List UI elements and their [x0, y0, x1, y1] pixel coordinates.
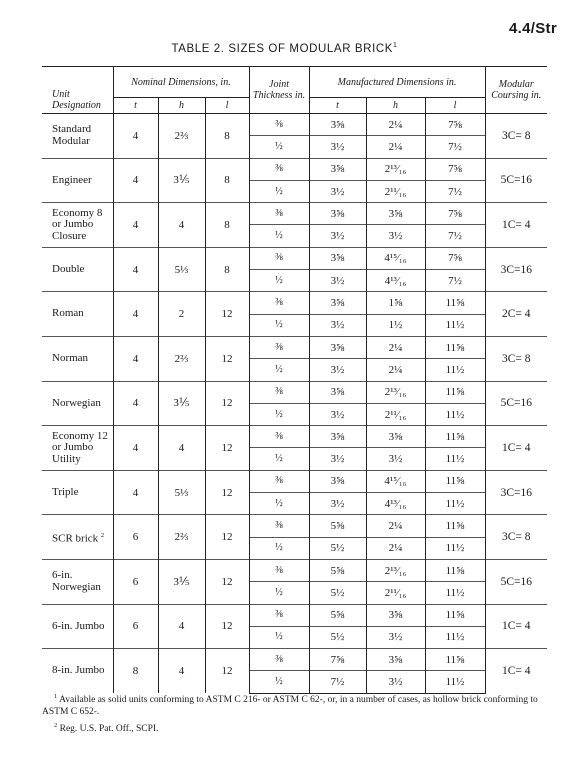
unit-designation — [42, 247, 113, 292]
modular-coursing: 5C=16 — [485, 381, 547, 426]
joint-thickness: ½ — [249, 403, 309, 425]
nominal-h: 2⅔ — [158, 336, 205, 381]
header-nominal-t: t — [113, 98, 158, 114]
section-number: 4.4/Str — [509, 20, 557, 37]
nominal-h: 3⅕ — [158, 158, 205, 203]
nominal-h: 4 — [158, 649, 205, 694]
unit-name: Standard Modular — [52, 123, 92, 147]
manufactured-h: 2¹³⁄₁₆ — [366, 158, 425, 180]
modular-coursing: 3C=16 — [485, 470, 547, 515]
nominal-l: 12 — [205, 559, 249, 604]
manufactured-t: 7⅝ — [309, 649, 366, 671]
unit-designation — [42, 336, 113, 381]
unit-name: 8-in. Jumbo — [52, 664, 105, 677]
manufactured-l: 7½ — [425, 136, 485, 158]
nominal-t: 4 — [113, 203, 158, 248]
joint-thickness: ⅜ — [249, 559, 309, 581]
manufactured-l: 11½ — [425, 537, 485, 559]
manufactured-l: 11½ — [425, 626, 485, 648]
nominal-t: 4 — [113, 336, 158, 381]
nominal-t: 6 — [113, 604, 158, 649]
joint-thickness: ⅜ — [249, 604, 309, 626]
joint-thickness: ⅜ — [249, 114, 309, 136]
manufactured-l: 7½ — [425, 225, 485, 247]
manufactured-t: 3⅝ — [309, 247, 366, 269]
unit-name: Norwegian — [52, 396, 101, 409]
manufactured-h: 2¼ — [366, 114, 425, 136]
manufactured-l: 11⅝ — [425, 426, 485, 448]
unit-designation — [42, 604, 113, 649]
manufactured-t: 3⅝ — [309, 470, 366, 492]
joint-thickness: ½ — [249, 270, 309, 292]
nominal-h: 2 — [158, 292, 205, 337]
manufactured-l: 11½ — [425, 448, 485, 470]
nominal-h: 5⅓ — [158, 247, 205, 292]
header-mfg-l: l — [425, 98, 485, 114]
manufactured-l: 7⅝ — [425, 114, 485, 136]
nominal-h: 3⅕ — [158, 559, 205, 604]
manufactured-l: 7⅝ — [425, 158, 485, 180]
manufactured-h: 3⅝ — [366, 426, 425, 448]
footnote-mark: 2 — [54, 722, 58, 730]
nominal-l: 8 — [205, 114, 249, 159]
table-row — [42, 604, 547, 626]
manufactured-l: 7⅝ — [425, 247, 485, 269]
unit-designation — [42, 158, 113, 203]
nominal-t: 4 — [113, 470, 158, 515]
nominal-t: 4 — [113, 426, 158, 471]
manufactured-h: 2¼ — [366, 359, 425, 381]
joint-thickness: ½ — [249, 582, 309, 604]
manufactured-t: 5⅝ — [309, 559, 366, 581]
joint-thickness: ⅜ — [249, 426, 309, 448]
unit-designation — [42, 559, 113, 604]
brick-sizes-table — [42, 66, 547, 694]
joint-thickness: ½ — [249, 225, 309, 247]
unit-name: SCR brick — [52, 532, 99, 545]
nominal-t: 4 — [113, 247, 158, 292]
manufactured-t: 3⅝ — [309, 292, 366, 314]
joint-thickness: ½ — [249, 359, 309, 381]
nominal-t: 4 — [113, 292, 158, 337]
joint-thickness: ⅜ — [249, 203, 309, 225]
nominal-l: 12 — [205, 426, 249, 471]
manufactured-t: 3½ — [309, 136, 366, 158]
unit-designation — [42, 292, 113, 337]
manufactured-t: 3⅝ — [309, 381, 366, 403]
unit-name: Triple — [52, 485, 79, 498]
manufactured-h: 2¹³⁄₁₆ — [366, 559, 425, 581]
joint-thickness: ⅜ — [249, 336, 309, 358]
manufactured-l: 11½ — [425, 582, 485, 604]
unit-designation — [42, 649, 113, 694]
unit-name: Economy 8 or Jumbo Closure — [52, 206, 103, 242]
unit-footnote-mark: 2 — [100, 531, 105, 539]
unit-designation — [42, 470, 113, 515]
unit-designation — [42, 426, 113, 471]
modular-coursing: 1C= 4 — [485, 604, 547, 649]
modular-coursing: 3C=16 — [485, 247, 547, 292]
header-nominal-l: l — [205, 98, 249, 114]
manufactured-h: 2¹¹⁄₁₆ — [366, 180, 425, 202]
manufactured-h: 4¹³⁄₁₆ — [366, 493, 425, 515]
manufactured-h: 3⅝ — [366, 649, 425, 671]
footnotes — [42, 691, 547, 737]
joint-thickness: ⅜ — [249, 158, 309, 180]
manufactured-t: 3½ — [309, 403, 366, 425]
modular-coursing: 1C= 4 — [485, 426, 547, 471]
manufactured-h: 2¼ — [366, 336, 425, 358]
joint-thickness: ½ — [249, 493, 309, 515]
modular-coursing: 5C=16 — [485, 559, 547, 604]
table-row — [42, 247, 547, 269]
manufactured-l: 11½ — [425, 671, 485, 693]
manufactured-t: 7½ — [309, 671, 366, 693]
unit-name: Economy 12 or Jumbo Utility — [52, 429, 108, 465]
nominal-l: 12 — [205, 515, 249, 560]
modular-coursing: 3C= 8 — [485, 336, 547, 381]
header-nominal-dimensions: Nominal Dimensions, in. — [113, 67, 249, 98]
unit-name: 6-in. Norwegian — [52, 569, 101, 593]
manufactured-t: 3½ — [309, 270, 366, 292]
manufactured-t: 3½ — [309, 359, 366, 381]
manufactured-h: 3⅝ — [366, 203, 425, 225]
joint-thickness: ½ — [249, 448, 309, 470]
manufactured-h: 2¹¹⁄₁₆ — [366, 403, 425, 425]
header-unit-designation: Unit Designation — [52, 89, 101, 111]
nominal-l: 8 — [205, 203, 249, 248]
nominal-l: 12 — [205, 470, 249, 515]
nominal-t: 4 — [113, 158, 158, 203]
manufactured-t: 5⅝ — [309, 515, 366, 537]
manufactured-h: 2¼ — [366, 537, 425, 559]
table-row — [42, 559, 547, 581]
manufactured-t: 3⅝ — [309, 158, 366, 180]
joint-thickness: ½ — [249, 671, 309, 693]
manufactured-l: 11⅝ — [425, 515, 485, 537]
nominal-l: 12 — [205, 381, 249, 426]
joint-thickness: ⅜ — [249, 470, 309, 492]
modular-coursing: 1C= 4 — [485, 203, 547, 248]
nominal-h: 5⅓ — [158, 470, 205, 515]
header-mfg-t: t — [309, 98, 366, 114]
manufactured-l: 7½ — [425, 180, 485, 202]
joint-thickness: ½ — [249, 626, 309, 648]
header-manufactured-dimensions: Manufactured Dimensions in. — [309, 67, 485, 98]
unit-designation — [42, 114, 113, 159]
manufactured-l: 11⅝ — [425, 381, 485, 403]
footnote-2 — [42, 720, 547, 735]
manufactured-h: 1⅝ — [366, 292, 425, 314]
manufactured-l: 11½ — [425, 314, 485, 336]
nominal-t: 6 — [113, 515, 158, 560]
header-nominal-h: h — [158, 98, 205, 114]
manufactured-h: 4¹⁵⁄₁₆ — [366, 470, 425, 492]
modular-coursing: 3C= 8 — [485, 114, 547, 159]
footnote-text: Reg. U.S. Pat. Off., SCPI. — [59, 724, 159, 735]
header-joint-thickness: Joint Thickness in. — [249, 67, 309, 114]
manufactured-t: 3⅝ — [309, 203, 366, 225]
joint-thickness: ½ — [249, 537, 309, 559]
modular-coursing: 5C=16 — [485, 158, 547, 203]
manufactured-t: 3⅝ — [309, 114, 366, 136]
manufactured-l: 11½ — [425, 493, 485, 515]
nominal-l: 12 — [205, 604, 249, 649]
joint-thickness: ½ — [249, 314, 309, 336]
header-mfg-h: h — [366, 98, 425, 114]
footnote-text: Available as solid units conforming to ASTM C 216- or ASTM C 62-, or, in a number of cases, as hollow brick conforming to ASTM C 652-. — [42, 695, 538, 718]
nominal-h: 4 — [158, 203, 205, 248]
manufactured-t: 3½ — [309, 314, 366, 336]
manufactured-t: 5⅝ — [309, 604, 366, 626]
manufactured-l: 11⅝ — [425, 604, 485, 626]
manufactured-t: 3⅝ — [309, 426, 366, 448]
table-row — [42, 114, 547, 136]
table-row — [42, 292, 547, 314]
manufactured-h: 3½ — [366, 626, 425, 648]
joint-thickness: ⅜ — [249, 649, 309, 671]
manufactured-l: 11⅝ — [425, 470, 485, 492]
nominal-l: 12 — [205, 292, 249, 337]
manufactured-l: 11½ — [425, 403, 485, 425]
nominal-t: 8 — [113, 649, 158, 694]
modular-coursing: 1C= 4 — [485, 649, 547, 694]
manufactured-l: 11½ — [425, 359, 485, 381]
manufactured-h: 2¹³⁄₁₆ — [366, 381, 425, 403]
manufactured-t: 3½ — [309, 180, 366, 202]
manufactured-l: 11⅝ — [425, 336, 485, 358]
manufactured-t: 3½ — [309, 225, 366, 247]
joint-thickness: ⅜ — [249, 515, 309, 537]
manufactured-h: 3½ — [366, 671, 425, 693]
table-row — [42, 426, 547, 448]
table-row — [42, 203, 547, 225]
joint-thickness: ½ — [249, 136, 309, 158]
unit-designation — [42, 515, 113, 560]
manufactured-l: 11⅝ — [425, 292, 485, 314]
manufactured-h: 3½ — [366, 225, 425, 247]
table-row — [42, 649, 547, 671]
nominal-t: 4 — [113, 381, 158, 426]
manufactured-t: 5½ — [309, 537, 366, 559]
modular-coursing: 2C= 4 — [485, 292, 547, 337]
nominal-h: 4 — [158, 426, 205, 471]
manufactured-l: 11⅝ — [425, 649, 485, 671]
header-modular-coursing: Modular Coursing in. — [485, 67, 547, 114]
manufactured-h: 4¹⁵⁄₁₆ — [366, 247, 425, 269]
manufactured-h: 2¼ — [366, 136, 425, 158]
unit-designation — [42, 381, 113, 426]
manufactured-h: 3½ — [366, 448, 425, 470]
unit-designation — [42, 203, 113, 248]
nominal-h: 2⅔ — [158, 114, 205, 159]
unit-name: Norman — [52, 352, 89, 365]
modular-coursing: 3C= 8 — [485, 515, 547, 560]
manufactured-t: 3½ — [309, 493, 366, 515]
nominal-l: 12 — [205, 336, 249, 381]
table-title-text: TABLE 2. SIZES OF MODULAR BRICK — [171, 42, 394, 55]
footnote-mark: 1 — [54, 693, 58, 700]
nominal-t: 6 — [113, 559, 158, 604]
manufactured-t: 3½ — [309, 448, 366, 470]
manufactured-t: 3⅝ — [309, 336, 366, 358]
nominal-l: 8 — [205, 158, 249, 203]
title-footnote-mark: 1 — [393, 42, 398, 49]
nominal-l: 8 — [205, 247, 249, 292]
table-body — [42, 114, 547, 694]
footnote-1 — [42, 691, 547, 718]
manufactured-h: 2¼ — [366, 515, 425, 537]
nominal-t: 4 — [113, 114, 158, 159]
nominal-h: 4 — [158, 604, 205, 649]
manufactured-h: 4¹³⁄₁₆ — [366, 270, 425, 292]
unit-name: Engineer — [52, 173, 92, 186]
joint-thickness: ½ — [249, 180, 309, 202]
manufactured-t: 5½ — [309, 582, 366, 604]
manufactured-h: 2¹¹⁄₁₆ — [366, 582, 425, 604]
table-row — [42, 381, 547, 403]
joint-thickness: ⅜ — [249, 381, 309, 403]
manufactured-l: 7⅝ — [425, 203, 485, 225]
table-row — [42, 515, 547, 537]
joint-thickness: ⅜ — [249, 292, 309, 314]
unit-name: 6-in. Jumbo — [52, 619, 105, 632]
nominal-l: 12 — [205, 649, 249, 694]
manufactured-t: 5½ — [309, 626, 366, 648]
table-row — [42, 470, 547, 492]
manufactured-h: 3⅝ — [366, 604, 425, 626]
table-title — [0, 42, 569, 55]
unit-name: Roman — [52, 307, 84, 320]
nominal-h: 2⅔ — [158, 515, 205, 560]
joint-thickness: ⅜ — [249, 247, 309, 269]
table-row — [42, 336, 547, 358]
manufactured-l: 7½ — [425, 270, 485, 292]
nominal-h: 3⅕ — [158, 381, 205, 426]
manufactured-l: 11⅝ — [425, 559, 485, 581]
unit-name: Double — [52, 262, 85, 275]
table-row — [42, 158, 547, 180]
manufactured-h: 1½ — [366, 314, 425, 336]
